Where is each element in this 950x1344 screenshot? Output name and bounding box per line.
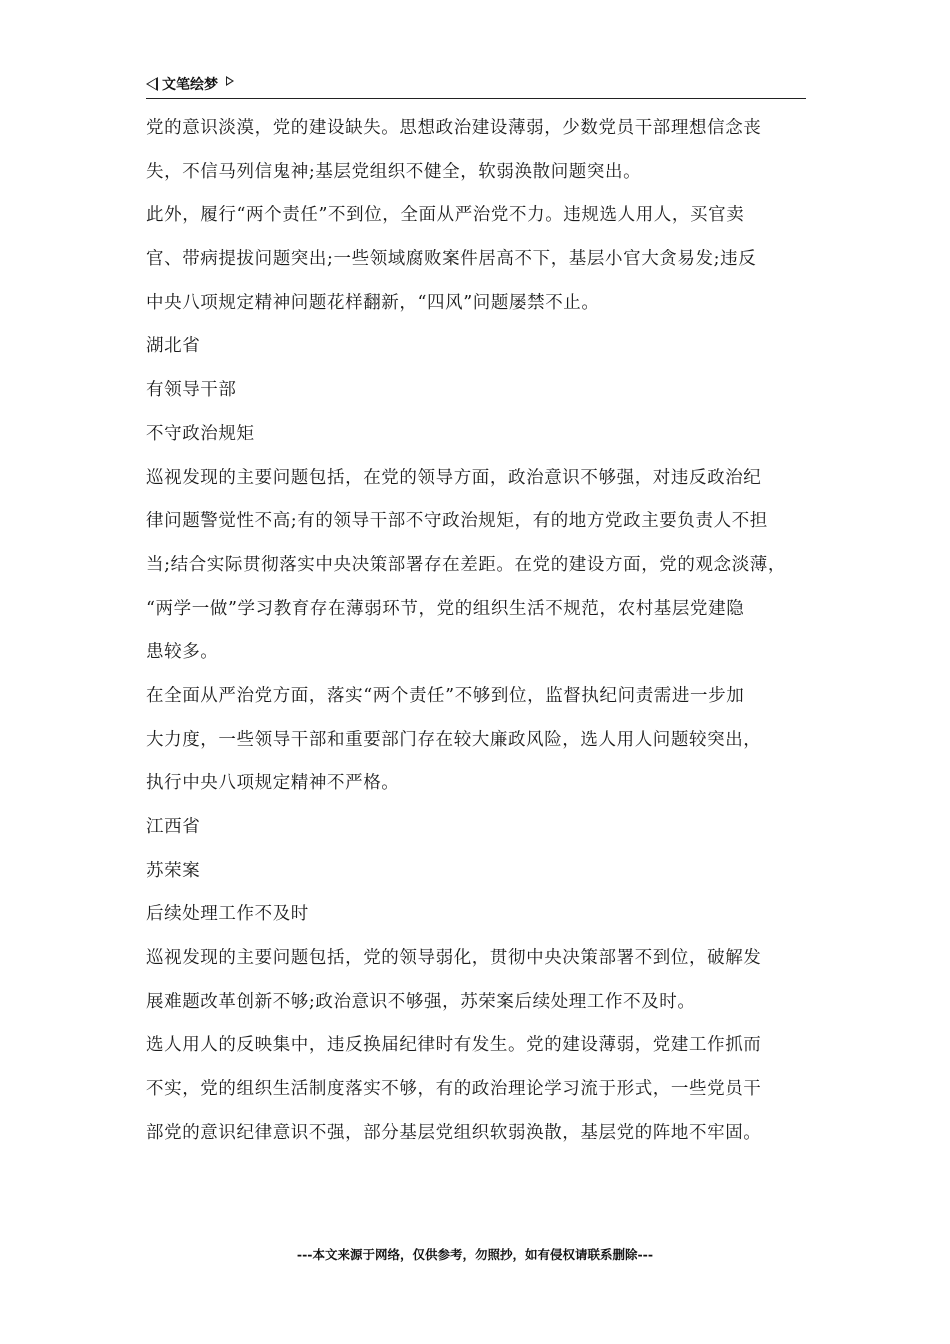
text-line: 巡视发现的主要问题包括，党的领导弱化，贯彻中央决策部署不到位，破解发 (146, 948, 762, 969)
text-line: 部党的意识纪律意识不强，部分基层党组织软弱涣散，基层党的阵地不牢固。 (146, 1122, 762, 1143)
page-header (146, 72, 806, 99)
text-line: 展难题改革创新不够;政治意识不够强，苏荣案后续处理工作不及时。 (146, 991, 696, 1012)
section-subheading: 不守政治规矩 (146, 423, 255, 444)
text-line: 大力度，一些领导干部和重要部门存在较大廉政风险，选人用人问题较突出， (146, 729, 762, 750)
text-line: 律问题警觉性不高;有的领导干部不守政治规矩，有的地方党政主要负责人不担 (146, 511, 768, 532)
section-subheading: 有领导干部 (146, 380, 237, 401)
section-subheading: 后续处理工作不及时 (146, 904, 309, 925)
section-heading: 江西省 (146, 817, 201, 837)
text-line: 此外，履行“两个责任”不到位，全面从严治党不力。违规选人用人，买官卖 (146, 205, 745, 226)
text-line: 失，不信马列信鬼神;基层党组织不健全，软弱涣散问题突出。 (146, 161, 642, 182)
document-body (146, 112, 818, 1161)
brand-label: 文笔绘梦 (162, 77, 218, 93)
text-line: 党的意识淡漠，党的建设缺失。思想政治建设薄弱，少数党员干部理想信念丧 (146, 118, 762, 138)
text-line: 中央八项规定精神问题花样翻新，“四风”问题屡禁不止。 (146, 292, 600, 313)
text-line: 选人用人的反映集中，违反换届纪律时有发生。党的建设薄弱，党建工作抓而 (146, 1035, 762, 1056)
text-line: 患较多。 (146, 642, 219, 663)
text-line: “两学一做”学习教育存在薄弱环节，党的组织生活不规范，农村基层党建隐 (146, 598, 745, 619)
footer-notice: ---本文来源于网络，仅供参考，勿照抄，如有侵权请联系删除--- (296, 1247, 654, 1262)
text-line: 在全面从严治党方面，落实“两个责任”不够到位，监督执纪问责需进一步加 (146, 685, 745, 706)
triangle-right-icon (226, 76, 234, 86)
section-subheading: 苏荣案 (146, 860, 201, 881)
text-line: 巡视发现的主要问题包括，在党的领导方面，政治意识不够强，对违反政治纪 (146, 467, 762, 488)
text-line: 不实，党的组织生活制度落实不够，有的政治理论学习流于形式，一些党员干 (146, 1079, 762, 1100)
triangle-left-icon (146, 77, 158, 91)
section-heading: 湖北省 (146, 336, 201, 357)
header-brand (146, 74, 234, 94)
text-line: 当;结合实际贯彻落实中央决策部署存在差距。在党的建设方面，党的观念淡薄， (146, 554, 786, 575)
text-line: 官、带病提拔问题突出;一些领域腐败案件居高不下，基层小官大贪易发;违反 (146, 249, 757, 270)
text-line: 执行中央八项规定精神不严格。 (146, 773, 400, 794)
